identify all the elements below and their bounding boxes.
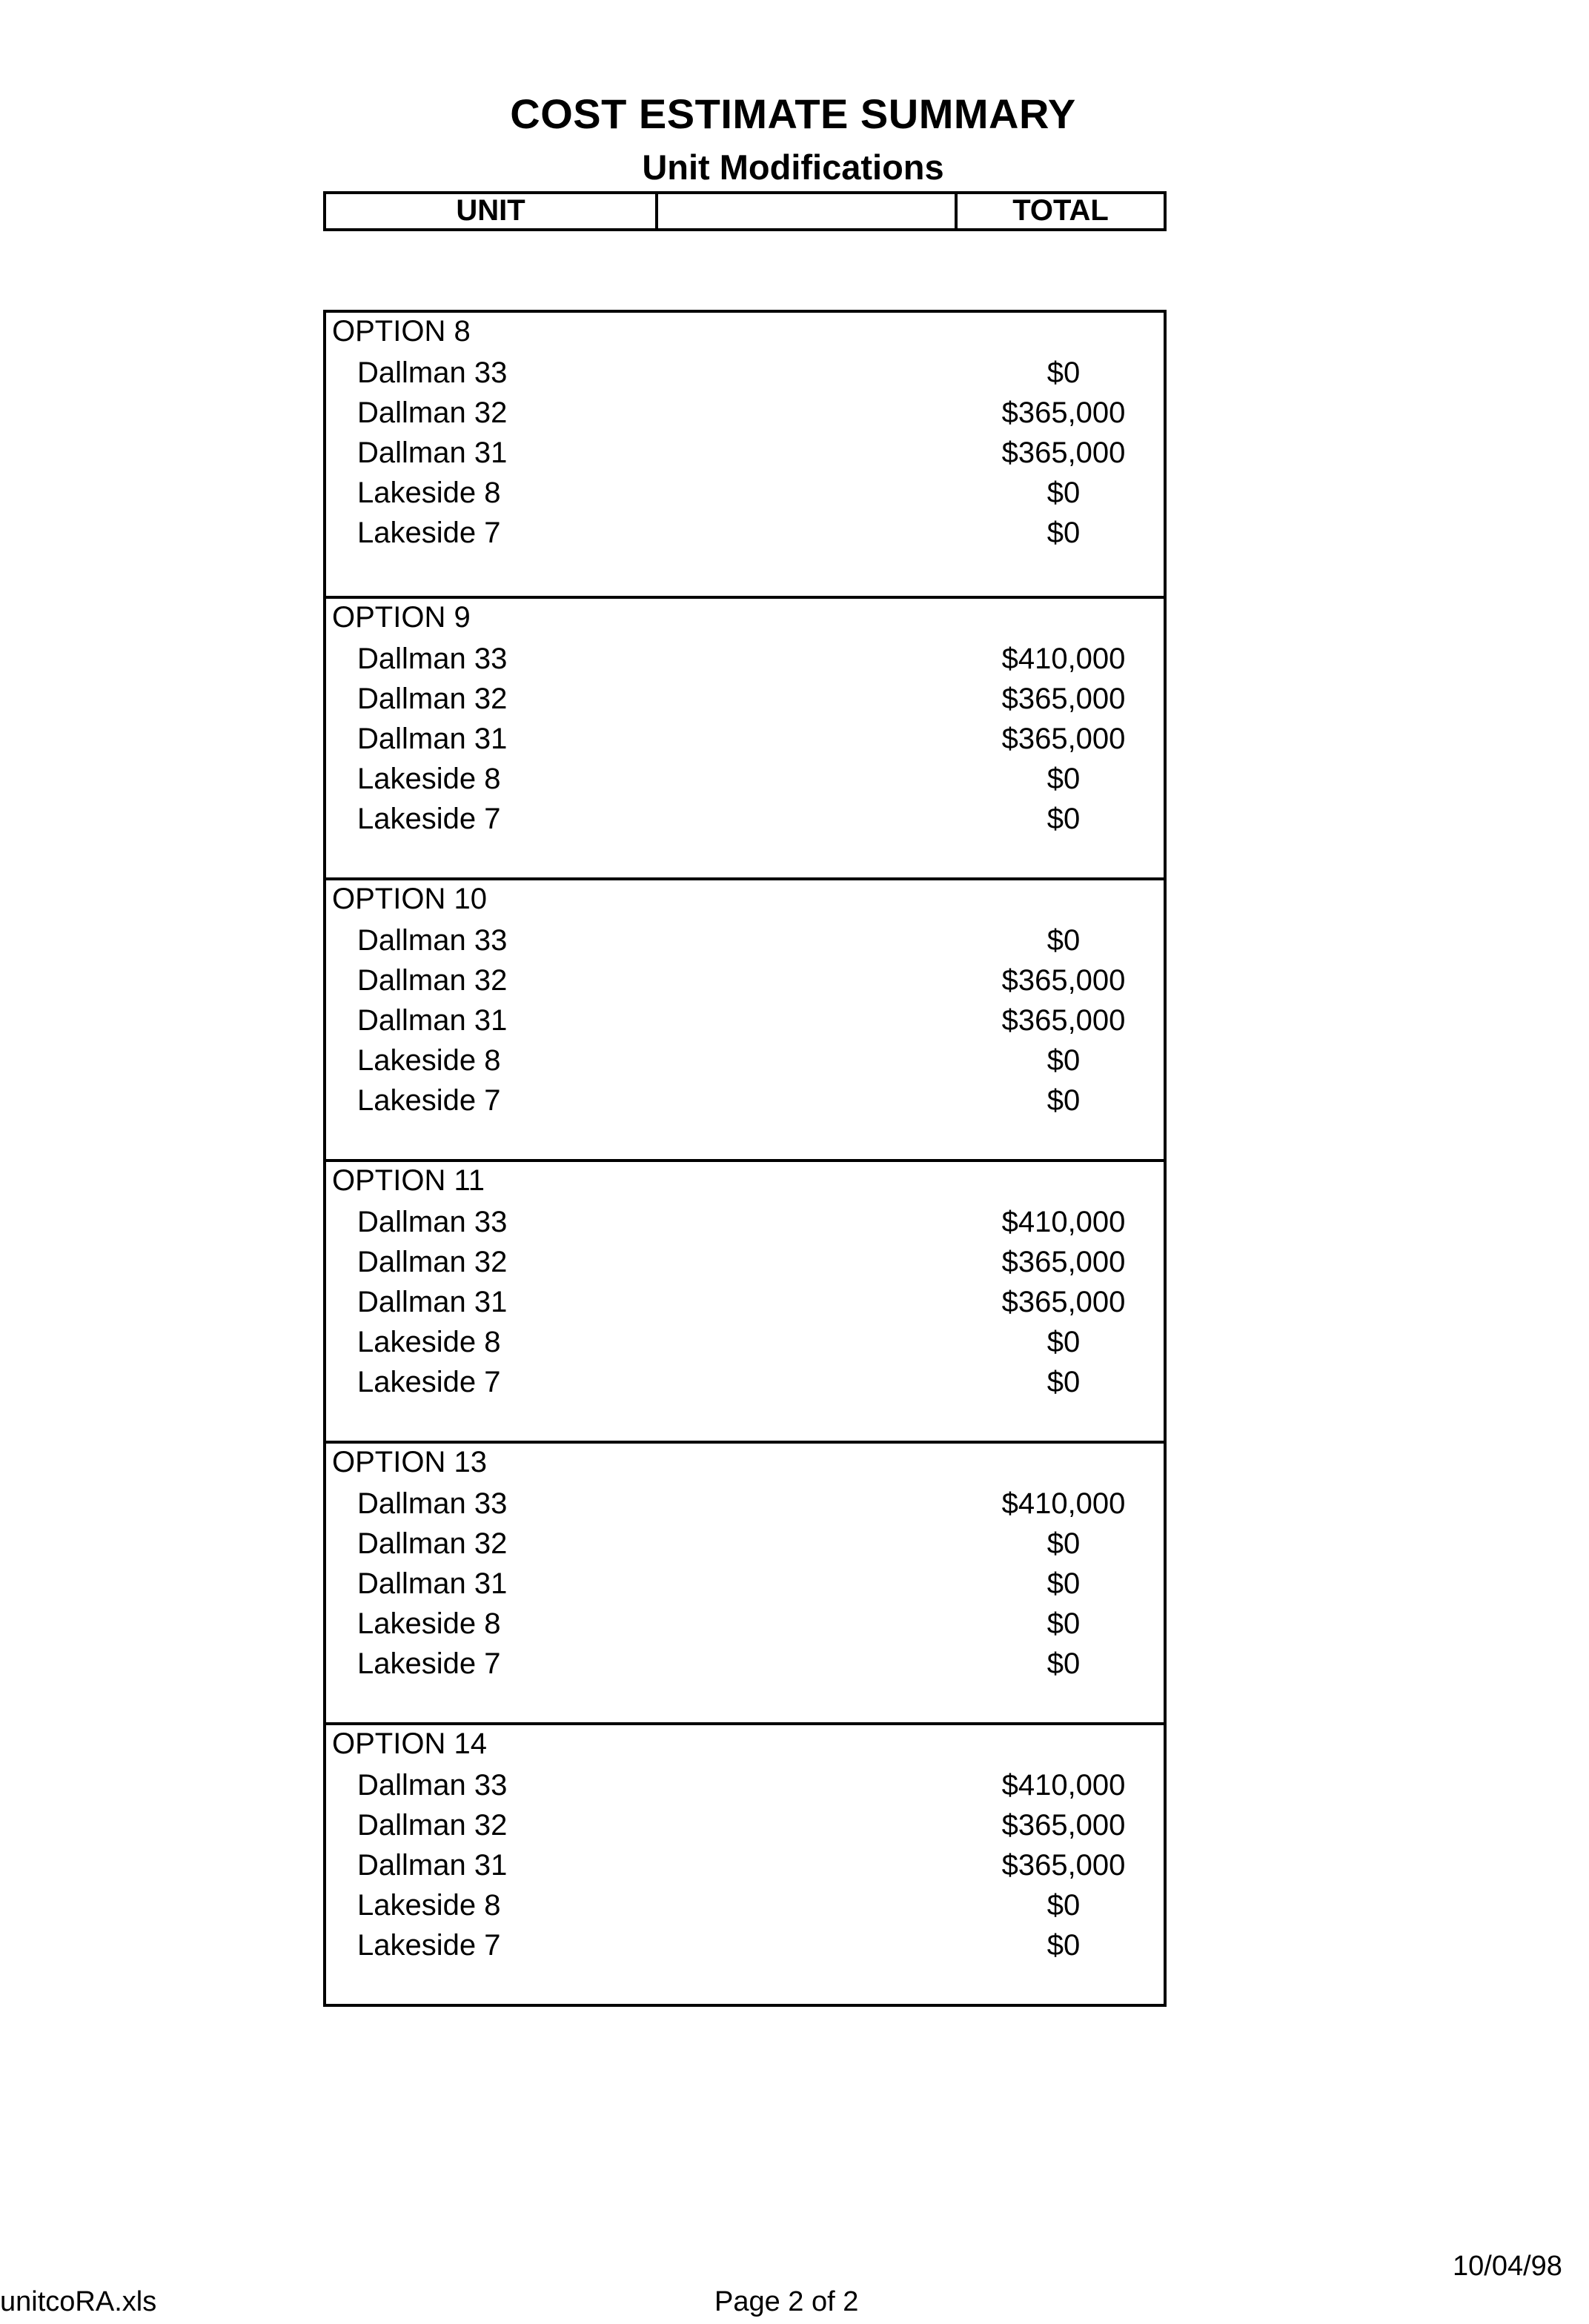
unit-total: $0	[1046, 1567, 1081, 1600]
unit-name: Lakeside 8	[357, 763, 501, 795]
unit-total: $365,000	[1001, 1286, 1126, 1318]
column-header-row	[323, 191, 1167, 231]
option-label: OPTION 9	[332, 601, 471, 634]
unit-total: $0	[1046, 1647, 1081, 1680]
unit-name: Dallman 33	[357, 643, 508, 675]
unit-name: Lakeside 7	[357, 1084, 501, 1117]
column-header-total: TOTAL	[1012, 194, 1109, 227]
table-row	[326, 1080, 1164, 1120]
table-row	[326, 353, 1164, 393]
table-row	[326, 639, 1164, 679]
unit-name: Dallman 33	[357, 1769, 508, 1802]
option-label: OPTION 10	[332, 883, 487, 915]
unit-name: Dallman 33	[357, 1487, 508, 1520]
table-row	[326, 1362, 1164, 1402]
unit-name: Lakeside 7	[357, 1929, 501, 1962]
option-section	[326, 596, 1164, 877]
table-row	[326, 920, 1164, 960]
column-header-unit: UNIT	[326, 194, 658, 228]
unit-total: $0	[1046, 1326, 1081, 1358]
table-row	[326, 799, 1164, 839]
unit-name: Dallman 31	[357, 1004, 508, 1037]
option-label: OPTION 11	[332, 1164, 485, 1197]
unit-total: $365,000	[1001, 1809, 1126, 1842]
unit-name: Dallman 32	[357, 1809, 508, 1842]
unit-name: Lakeside 7	[357, 803, 501, 835]
unit-name: Dallman 33	[357, 1206, 508, 1238]
unit-total: $365,000	[1001, 723, 1126, 755]
unit-total: $365,000	[1001, 683, 1126, 715]
unit-name: Dallman 33	[357, 924, 508, 957]
table-row	[326, 719, 1164, 759]
option-section	[326, 877, 1164, 1159]
table-row	[326, 1845, 1164, 1885]
unit-name: Lakeside 7	[357, 517, 501, 549]
table-row	[326, 513, 1164, 553]
unit-total: $0	[1046, 803, 1081, 835]
unit-total: $365,000	[1001, 396, 1126, 429]
unit-total: $0	[1046, 1084, 1081, 1117]
unit-name: Dallman 31	[357, 723, 508, 755]
table-row	[326, 473, 1164, 513]
unit-total: $365,000	[1001, 436, 1126, 469]
unit-name: Lakeside 8	[357, 1044, 501, 1077]
unit-total: $0	[1046, 1366, 1081, 1398]
table-row	[326, 1524, 1164, 1564]
unit-total: $0	[1046, 1607, 1081, 1640]
unit-name: Dallman 31	[357, 1849, 508, 1882]
unit-name: Lakeside 8	[357, 1889, 501, 1922]
unit-name: Dallman 31	[357, 1286, 508, 1318]
unit-total: $0	[1046, 1889, 1081, 1922]
unit-name: Dallman 32	[357, 1527, 508, 1560]
table-row	[326, 1885, 1164, 1925]
unit-total: $365,000	[1001, 1849, 1126, 1882]
table-row	[326, 393, 1164, 433]
unit-name: Dallman 32	[357, 1246, 508, 1278]
table-row	[326, 1242, 1164, 1282]
unit-total: $0	[1046, 1527, 1081, 1560]
table-row	[326, 1805, 1164, 1845]
option-label: OPTION 14	[332, 1727, 487, 1760]
unit-total: $0	[1046, 477, 1081, 509]
unit-name: Dallman 32	[357, 396, 508, 429]
unit-name: Dallman 32	[357, 964, 508, 997]
unit-total: $0	[1046, 1044, 1081, 1077]
unit-total: $0	[1046, 924, 1081, 957]
table-row	[326, 960, 1164, 1000]
unit-total: $0	[1046, 1929, 1081, 1962]
unit-name: Dallman 33	[357, 356, 508, 389]
unit-total: $0	[1046, 356, 1081, 389]
table-row	[326, 1040, 1164, 1080]
table-row	[326, 1925, 1164, 1965]
option-section	[326, 313, 1164, 596]
unit-name: Dallman 31	[357, 436, 508, 469]
table-row	[326, 1322, 1164, 1362]
option-label: OPTION 8	[332, 315, 471, 348]
table-row	[326, 1564, 1164, 1604]
table-row	[326, 759, 1164, 799]
unit-total: $410,000	[1001, 1206, 1126, 1238]
option-section	[326, 1159, 1164, 1441]
document-title: COST ESTIMATE SUMMARY	[510, 90, 1076, 137]
unit-total: $0	[1046, 763, 1081, 795]
table-row	[326, 1282, 1164, 1322]
option-section	[326, 1441, 1164, 1722]
options-table	[323, 310, 1167, 2007]
unit-total: $410,000	[1001, 1769, 1126, 1802]
unit-name: Lakeside 7	[357, 1366, 501, 1398]
table-row	[326, 1644, 1164, 1684]
document-subtitle: Unit Modifications	[642, 147, 944, 187]
unit-name: Dallman 32	[357, 683, 508, 715]
unit-name: Lakeside 8	[357, 477, 501, 509]
option-label: OPTION 13	[332, 1446, 487, 1478]
column-header-blank	[658, 194, 958, 228]
table-row	[326, 679, 1164, 719]
unit-name: Lakeside 8	[357, 1326, 501, 1358]
footer-date: 10/04/98	[1453, 2251, 1562, 2282]
unit-total: $410,000	[1001, 643, 1126, 675]
footer-page-number: Page 2 of 2	[714, 2286, 859, 2317]
table-row	[326, 1765, 1164, 1805]
unit-name: Lakeside 8	[357, 1607, 501, 1640]
table-row	[326, 433, 1164, 473]
unit-total: $365,000	[1001, 1004, 1126, 1037]
unit-total: $365,000	[1001, 1246, 1126, 1278]
table-row	[326, 1202, 1164, 1242]
option-section	[326, 1722, 1164, 2004]
table-row	[326, 1484, 1164, 1524]
table-row	[326, 1000, 1164, 1040]
footer-filename: unitcoRA.xls	[0, 2286, 157, 2317]
unit-total: $410,000	[1001, 1487, 1126, 1520]
table-row	[326, 1604, 1164, 1644]
unit-total: $0	[1046, 517, 1081, 549]
unit-total: $365,000	[1001, 964, 1126, 997]
unit-name: Lakeside 7	[357, 1647, 501, 1680]
unit-name: Dallman 31	[357, 1567, 508, 1600]
